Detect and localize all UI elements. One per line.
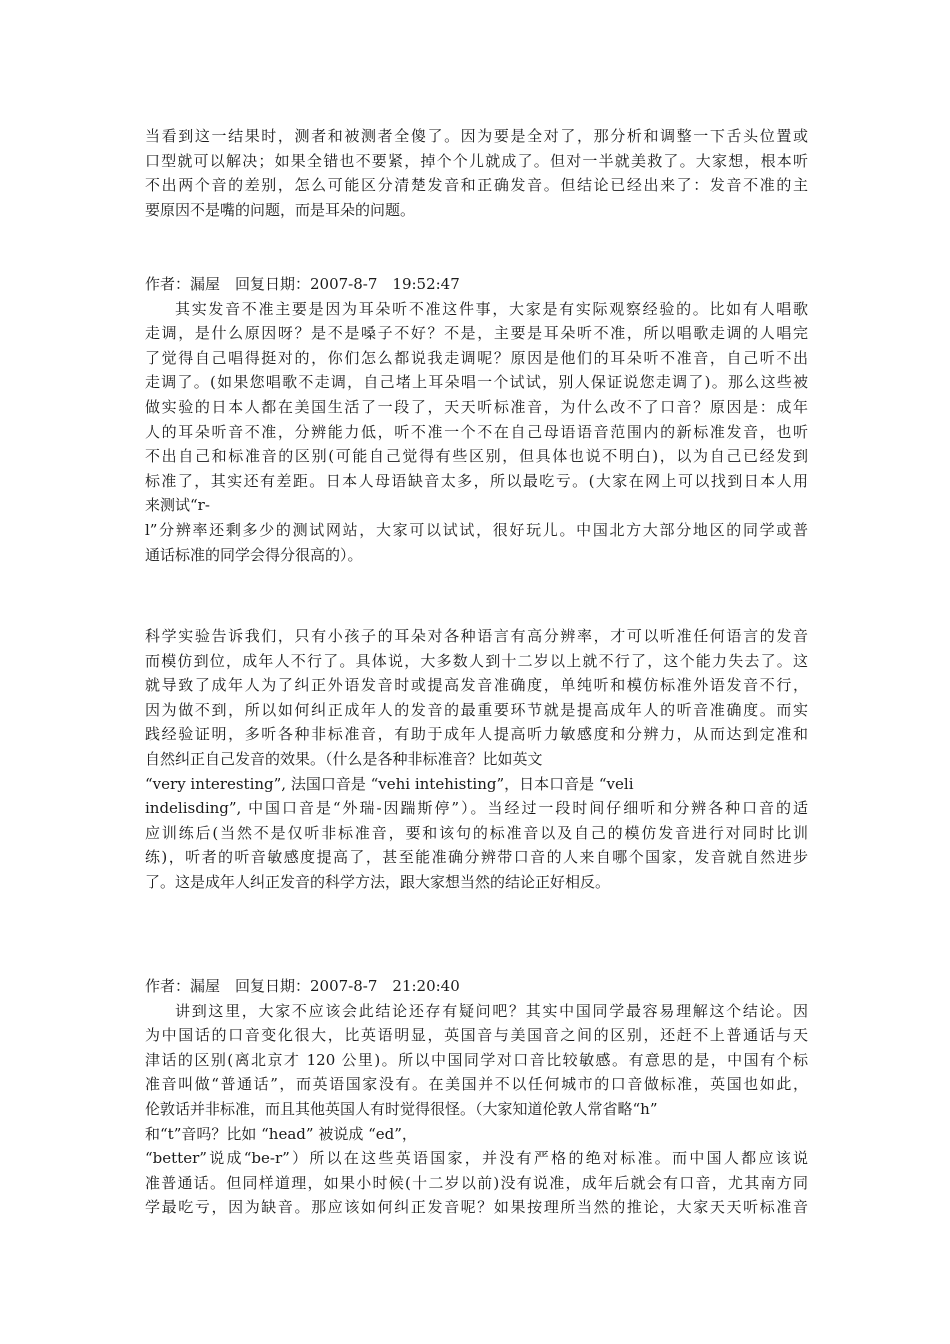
text-line: 走调了。(如果您唱歌不走调，自己堵上耳朵唱一个试试，别人保证说您走调了)。那么这些被 [145,373,808,392]
text-line: 因为做不到，所以如何纠正成年人的发音的最重要环节就是提高成年人的听音准确度。而实 [145,700,808,719]
text-line: indelisding”, 中国口音是“外瑞-因踹斯停”）。当经过一段时间仔细听和分辨各种口音的适 [145,799,808,818]
paragraph-conclusion [145,124,808,222]
text-line: 为中国话的口音变化很大，比英语明显，英国音与美国音之间的区别，还赶不上普通话与天 [145,1026,808,1045]
text-line: 准音叫做“普通话”，而英语国家没有。在美国并不以任何城市的口音做标准，英国也如此， [145,1075,808,1094]
text-line: 不出两个音的差别，怎么可能区分清楚发音和正确发音。但结论已经出来了：发音不准的主 [145,176,808,195]
reply-meta: 作者：漏屋 回复日期：2007-8-7 19:52:47 [145,275,460,293]
text-line: 自然纠正自己发音的效果。（什么是各种非标准音？比如英文 [145,749,543,768]
text-line: 了觉得自己唱得挺对的，你们怎么都说我走调呢？原因是他们的耳朵听不准音，自己听不出 [145,348,808,367]
text-line: 践经验证明，多听各种非标准音，有助于成年人提高听力敏感度和分辨力，从而达到定准和 [145,725,808,744]
reply-post-2 [145,974,808,1220]
text-line: 准普通话。但同样道理，如果小时候(十二岁以前)没有说准，成年后就会有口音，尤其南方同 [145,1173,808,1192]
text-line: 做实验的日本人都在美国生活了一段了，天天听标准音，为什么改不了口音？原因是：成年 [145,397,808,416]
text-line: 其实发音不准主要是因为耳朵听不准这件事，大家是有实际观察经验的。比如有人唱歌 [175,299,808,318]
text-line: 而模仿到位，成年人不行了。具体说，大多数人到十二岁以上就不行了，这个能力失去了。这 [145,651,808,670]
reply-meta: 作者：漏屋 回复日期：2007-8-7 21:20:40 [145,977,460,995]
text-line: 津话的区别(离北京才 120 公里)。所以中国同学对口音比较敏感。有意思的是，中国有个标 [145,1050,808,1069]
text-line: 学最吃亏，因为缺音。那应该如何纠正发音呢？如果按理所当然的推论，大家天天听标准音 [145,1198,808,1217]
reply-post-1 [145,272,808,567]
text-line: 就导致了成年人为了纠正外语发音时或提高发音准确度，单纯听和模仿标准外语发音不行， [145,676,808,695]
text-line: 要原因不是嘴的问题，而是耳朵的问题。 [145,200,416,219]
text-line: 标准了，其实还有差距。日本人母语缺音太多，所以最吃亏。(大家在网上可以找到日本人用 [145,471,808,490]
text-line: 了。这是成年人纠正发音的科学方法，跟大家想当然的结论正好相反。 [145,872,611,891]
text-line: 练)，听者的听音敏感度提高了，甚至能准确分辨带口音的人来自哪个国家，发音就自然进步 [145,848,808,867]
paragraph-scientific-experiment [145,624,808,895]
text-line: 口型就可以解决；如果全错也不要紧，掉个个儿就成了。但对一半就美救了。大家想，根本听 [145,151,808,170]
text-line: 应训练后(当然不是仅听非标准音，要和该句的标准音以及自己的模仿发音进行对同时比训 [145,823,808,842]
text-line: 不出自己和标准音的区别(可能自己觉得有些区别，但具体也说不明白)，以为自己已经发到 [145,447,808,466]
text-line: 科学实验告诉我们，只有小孩子的耳朵对各种语言有高分辨率，才可以听准任何语言的发音 [145,627,808,645]
text-line: “better”说成“be-r”）所以在这些英语国家，并没有严格的绝对标准。而中国人都应该说 [145,1149,808,1168]
text-line: 人的耳朵听音不准，分辨能力低，听不准一个不在自己母语语音范围内的新标准发音，也听 [145,422,808,441]
text-line: 讲到这里，大家不应该会此结论还存有疑问吧？其实中国同学最容易理解这个结论。因 [175,1001,808,1020]
text-line: 走调，是什么原因呀？是不是嗓子不好？不是，主要是耳朵听不准，所以唱歌走调的人唱完 [145,324,808,343]
text-line: 通话标准的同学会得分很高的）。 [145,545,363,564]
text-line: “very interesting”, 法国口音是 “vehi intehisting”，日本口音是 “veli [145,774,634,793]
text-line: 和“t”音吗？比如 “head” 被说成 “ed”， [145,1124,417,1143]
text-line: 伦敦话并非标准，而且其他英国人有时觉得很怪。（大家知道伦敦人常省略“h” [145,1099,658,1118]
text-line: 当看到这一结果时，测者和被测者全傻了。因为要是全对了，那分析和调整一下舌头位置或 [145,127,808,145]
text-line: 来测试“r- [145,496,210,515]
text-line: l”分辨率还剩多少的测试网站，大家可以试试，很好玩儿。中国北方大部分地区的同学或普 [145,520,808,539]
